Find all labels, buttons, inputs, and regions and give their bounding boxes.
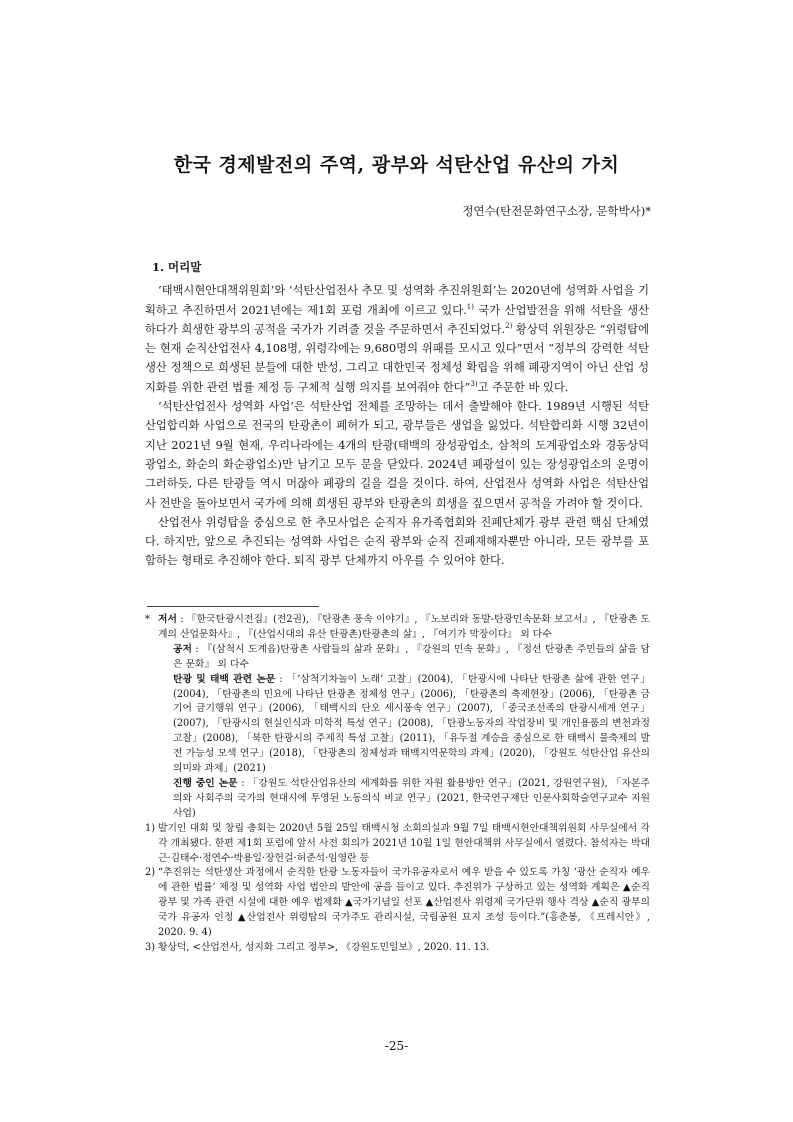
body-paragraph <box>145 397 649 513</box>
footnote-body: : 『한국탄광시전집』(전2권), 『탄광촌 풍속 이야기』, 『노보리와 동발-탄광민속문화 보고서』, 『탄광촌 도계의 산업문화사』, 『(산업시대의 유산 탄광촌)탄광촌의 삶』, 『여기가 막장이다』 외 다수 <box>158 614 650 640</box>
author-footnote-block <box>173 777 650 822</box>
paragraph-text: ‘태백시현안대책위원회’와 ‘석탄산업전사 추모 및 성역화 추진위원회’는 2020년에 성역화 사업을 기획하고 추진하면서 2021년에는 제1회 포럼 개최에 이르고 있다. <box>145 284 649 317</box>
footnote-text: 발기인 대회 및 창립 총회는 2020년 5월 25일 태백시청 소회의실과 9월 7일 태백시현안대책위원회 사무실에서 각각 개최됐다. 한편 제1회 포럼에 앞서 사전 회의가 2021년 10월 1일 현안대책위 사무실에서 열렸다. 참석자는 박대근·김태수·정연수·박용일·장헌걸·허준석·임영란 등 <box>158 822 650 864</box>
paragraph-text: 국가 산업발전을 위해 석탄을 생산하다가 희생한 광부의 공적을 국가가 기려줄 것을 주문하면서 추진되었다. <box>145 303 649 336</box>
footnote-text <box>158 613 650 643</box>
main-body <box>145 258 649 571</box>
footnote-marker: 2) <box>145 867 156 879</box>
footnote-text: “추진위는 석탄생산 과정에서 순직한 탄광 노동자들이 국가유공자로서 예우 받을 수 있도록 가칭 ‘광산 순직자 예우에 관한 법률’ 제정 및 성역화 사업 법안의 발안에 공을 들이고 있다. 추진위가 구상하고 있는 성역화 계획은 ▲순직광부 및 가족 관련 시설에 대한 예우 법제화 ▲국가기념일 선포 ▲산업전사 위령제 국가단위 행사 격상 ▲순직 광부의 국가 유공자 인정 ▲산업전사 위령탑의 국가주도 관리시설, 국립공원 묘지 조성 등이다.”(홍춘봉, 《프레시안》, 2020. 9. 4) <box>158 867 650 939</box>
footnote-text: 황상덕, <산업전사, 성지화 그리고 정부>, 《강원도민일보》, 2020. 11. 13. <box>158 941 490 953</box>
paragraph-text: 산업전사 위령탑을 중심으로 한 추모사업은 순직자 유가족협회와 진폐단체가 광부 관련 핵심 단체였다. 하지만, 앞으로 추진되는 성역화 사업은 순직 광부와 순직 진폐재해자뿐만 아니라, 모든 광부를 포함하는 형태로 추진해야 한다. 퇴직 광부 단체까지 아우를 수 있어야 한다. <box>145 515 649 568</box>
paragraph-text: ‘석탄산업전사 성역화 사업’은 석탄산업 전체를 조망하는 데서 출발해야 한다. 1989년 시행된 석탄산업합리화 사업으로 전국의 탄광촌이 폐허가 되고, 광부들은 생업을 잃었다. 석탄합리화 시행 32년이 지난 2021년 9월 현재, 우리나라에는 4개의 탄광(태백의 장성광업소, 삼척의 도계광업소와 경동상덕광업소, 화순의 화순광업소)만 남기고 모두 문을 닫았다. 2024년 폐광설이 있는 장성광업소의 운명이 그러하듯, 다른 탄광들 역시 머잖아 폐광의 길을 걸을 것이다. 하여, 산업전사 성역화 사업은 석탄산업사 전반을 돌아보면서 국가에 의해 희생된 광부와 탄광촌의 희생을 짚으면서 공적을 가려야 할 것이다. <box>145 400 649 510</box>
footnote-divider <box>147 606 319 607</box>
author-footnote-block <box>173 643 650 673</box>
author-line: 정연수(탄전문화연구소장, 문학박사)* <box>462 204 651 218</box>
paragraph-text: 황상덕 위원장은 “위령탑에는 현재 순직산업전사 4,108명, 위령각에는 9,680명의 위패를 모시고 있다”면서 “정부의 강력한 석탄 생산 정책으로 희생된 분들에 대한 반성, 그리고 대한민국 정체성 확립을 위해 폐광지역이 아닌 산업 성지화를 위한 관련 법률 제정 등 구체적 실행 의지를 보여줘야 한다” <box>145 322 649 394</box>
body-paragraph <box>145 281 649 397</box>
footnote-label: 공저 <box>173 643 192 655</box>
footnote-ref: 1) <box>466 302 474 311</box>
footnote-marker: 3) <box>145 941 156 953</box>
paper-title: 한국 경제발전의 주역, 광부와 석탄산업 유산의 가치 <box>173 154 620 176</box>
footnote <box>145 941 650 956</box>
footnote <box>145 822 650 867</box>
footnote-ref: 3) <box>470 380 478 389</box>
footnotes <box>145 613 650 956</box>
footnote-label: 탄광 및 태백 관련 논문 <box>173 673 276 685</box>
footnote-marker: 1) <box>145 822 156 834</box>
body-paragraph <box>145 513 649 571</box>
section-heading: 1. 머리말 <box>152 260 202 274</box>
footnote-label: 저서 <box>158 614 177 625</box>
footnote-ref: 2) <box>505 322 513 331</box>
footnote-body: : 『(삼척시 도계읍)탄광촌 사람들의 삶과 문화』, 『강원의 민속 문화』, 『정선 탄광촌 주민들의 삶을 담은 문화』 외 다수 <box>173 643 650 670</box>
author-footnote <box>145 613 650 643</box>
footnote-body: : 「‘삼척기차놀이 노래’ 고찰」(2004), 「탄광시에 나타난 탄광촌 삶에 관한 연구」(2004), 「탄광촌의 민요에 나타난 탄광촌 정체성 연구」(2006), 「탄광촌의 축제현장」(2006), 「탄광촌 금기어 금기행위 연구」(2006), 「태백시의 단오 세시풍속 연구」(2007), 「중국조선족의 탄광시세계 연구」(2007), 「탄광시의 현실인식과 미학적 특성 연구」(2008), 「탄광노동자의 작업장비 및 개인용품의 변천과정 고찰」(2008), 「북한 탄광시의 주제적 특성 고찰」(2011), 「유두절 계승을 중심으로 한 태백시 물축제의 발전 가능성 모색 연구」(2018), 「탄광촌의 정체성과 태백지역문학의 과제」(2020), 「강원도 석탄산업 유산의 의미와 과제」(2021) <box>173 673 650 775</box>
footnote-marker: * <box>145 614 150 625</box>
author-footnote-block <box>173 673 650 777</box>
footnote <box>145 866 650 941</box>
footnote-label: 진행 중인 논문 <box>173 777 238 789</box>
paragraph-text: 고 주문한 바 있다. <box>477 380 569 394</box>
page-number: -25- <box>384 1039 409 1053</box>
footnote-body: : 「강원도 석탄산업유산의 세계화를 위한 자원 활용방안 연구」(2021, 강원연구원), 「자본주의와 사회주의 국가의 현대시에 투영된 노동의식 비교 연구」(2021, 한국연구재단 인문사회학술연구교수 지원사업) <box>173 777 650 819</box>
